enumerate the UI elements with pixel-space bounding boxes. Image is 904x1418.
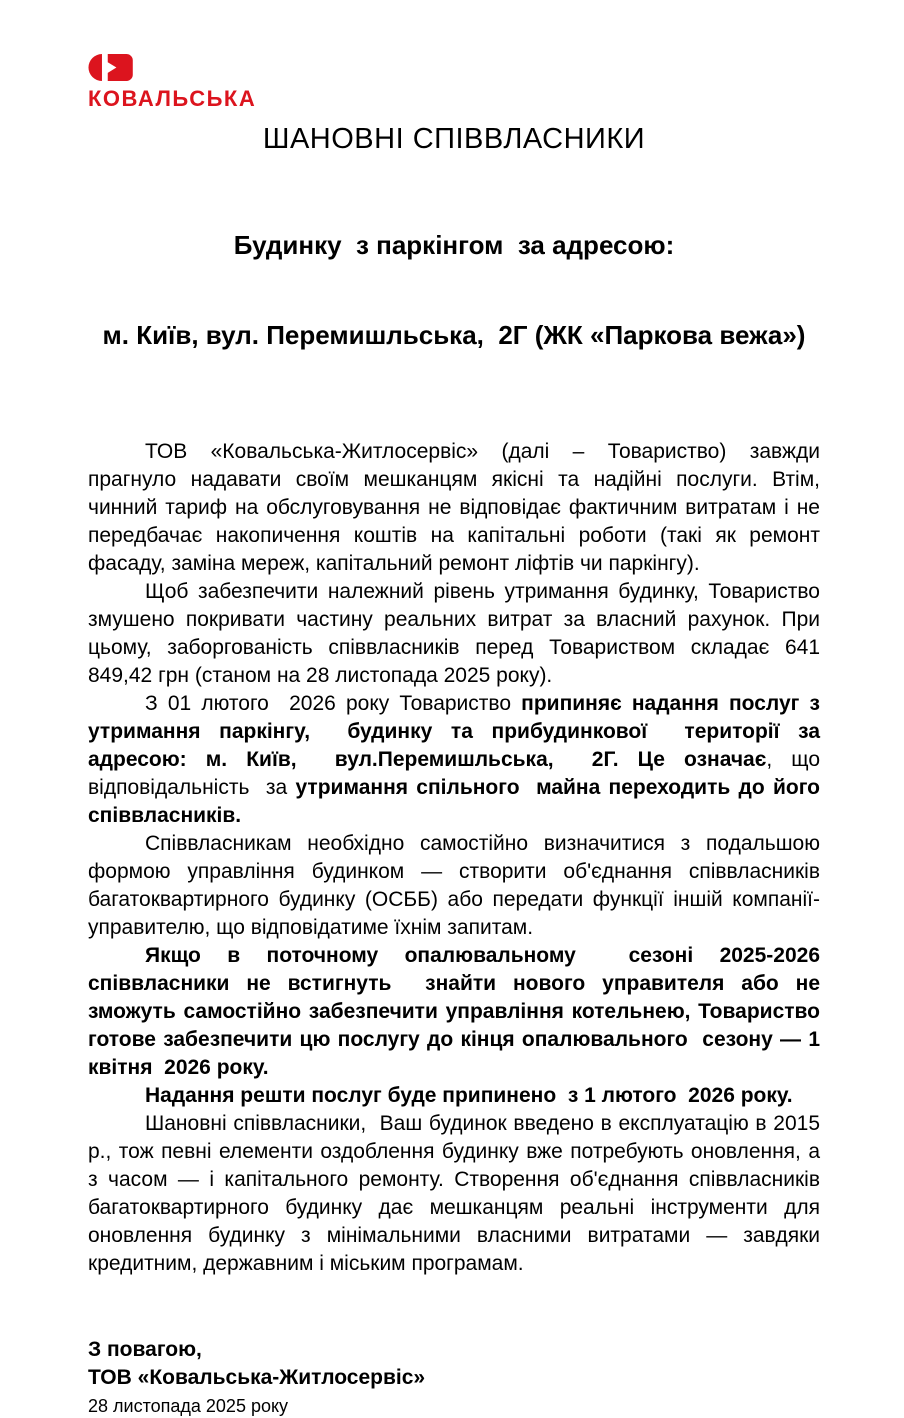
- subtitle: [88, 170, 820, 410]
- subtitle-line-2: м. Київ, вул. Перемишльська, 2Г (ЖК «Паркова вежа»): [102, 320, 806, 350]
- signature-date: 28 листопада 2025 року: [88, 1396, 289, 1416]
- kovalska-logo-icon: [88, 52, 140, 84]
- signature-company: ТОВ «Ковальська-Житлосервіс»: [88, 1366, 426, 1389]
- paragraph: [88, 830, 826, 942]
- paragraph-segment: З 01 лютого 2026 року Товариство: [145, 692, 522, 715]
- signature-closing: З повагою,: [88, 1338, 202, 1361]
- paragraph-segment: Щоб забезпечити належний рівень утримання будинку, Товариство змушено покривати частину реальних витрат за власний рахунок. При цьому, заборгованість співвласників перед Товариством складає 641 849,42 грн (станом на 28 листопада 2025 року).: [88, 580, 826, 687]
- letter-body: [88, 438, 826, 1278]
- paragraph: [88, 690, 826, 830]
- paragraph-segment: ТОВ «Ковальська-Житлосервіс» (далі – Товариство) завжди прагнуло надавати своїм мешканцям якісні та надійні послуги. Втім, чинний тариф на обслуговування не відповідає фактичним витратам і не передбачає накопичення коштів на капітальні роботи (такі як ремонт фасаду, заміна мереж, капітальний ремонт ліфтів чи паркінгу).: [88, 440, 826, 575]
- kovalska-wordmark: КОВАЛЬСЬКА: [88, 86, 257, 111]
- letterhead: [88, 52, 820, 111]
- paragraph: [88, 942, 826, 1082]
- paragraph-segment-bold: утримання спільного майна переходить до його співвласників.: [88, 776, 826, 827]
- kovalska-logo: [88, 52, 820, 111]
- paragraph-segment-bold: Якщо в поточному опалювальному сезоні 2025-2026 співвласники не встигнуть знайти нового управителя або не зможуть самостійно забезпечити управління котельнею, Товариство готове забезпечити цю послугу до кінця опалювального сезону — 1 квітня 2026 року.: [88, 944, 826, 1079]
- paragraph: [88, 1082, 820, 1110]
- paragraph-segment: Шановні співвласники, Ваш будинок введено в експлуатацію в 2015 р., тож певні елементи оздоблення будинку вже потребують оновлення, а з часом — і капітального ремонту. Створення об'єднання співвласників багатоквартирного будинку дає мешканцям реальні інструменти для оновлення будинку з мінімальними власними витратами — завдяки кредитним, державним і міським програмам.: [88, 1112, 826, 1275]
- paragraph-segment-bold: припиняє надання послуг з утримання паркінгу, будинку та прибудинкової території за адресою: м. Київ, вул.Перемишльська, 2Г. Це означає: [88, 692, 826, 771]
- paragraph: [88, 438, 826, 578]
- paragraph-segment: , що відповідальність за: [88, 748, 826, 799]
- paragraph-segment: Співвласникам необхідно самостійно визначитися з подальшою формою управління будинком — створити об'єднання співвласників багатоквартирного будинку (ОСББ) або передати функції іншій компанії-управителю, що відповідатиме їхнім запитам.: [88, 832, 826, 939]
- paragraph-segment-bold: Надання решти послуг буде припинено з 1 лютого 2026 року.: [145, 1084, 793, 1107]
- page-title: ШАНОВНІ СПІВВЛАСНИКИ: [262, 123, 646, 155]
- signature-block: [88, 1336, 820, 1418]
- paragraph: [88, 578, 826, 690]
- subtitle-line-1: Будинку з паркінгом за адресою:: [233, 230, 675, 260]
- paragraph: [88, 1110, 826, 1278]
